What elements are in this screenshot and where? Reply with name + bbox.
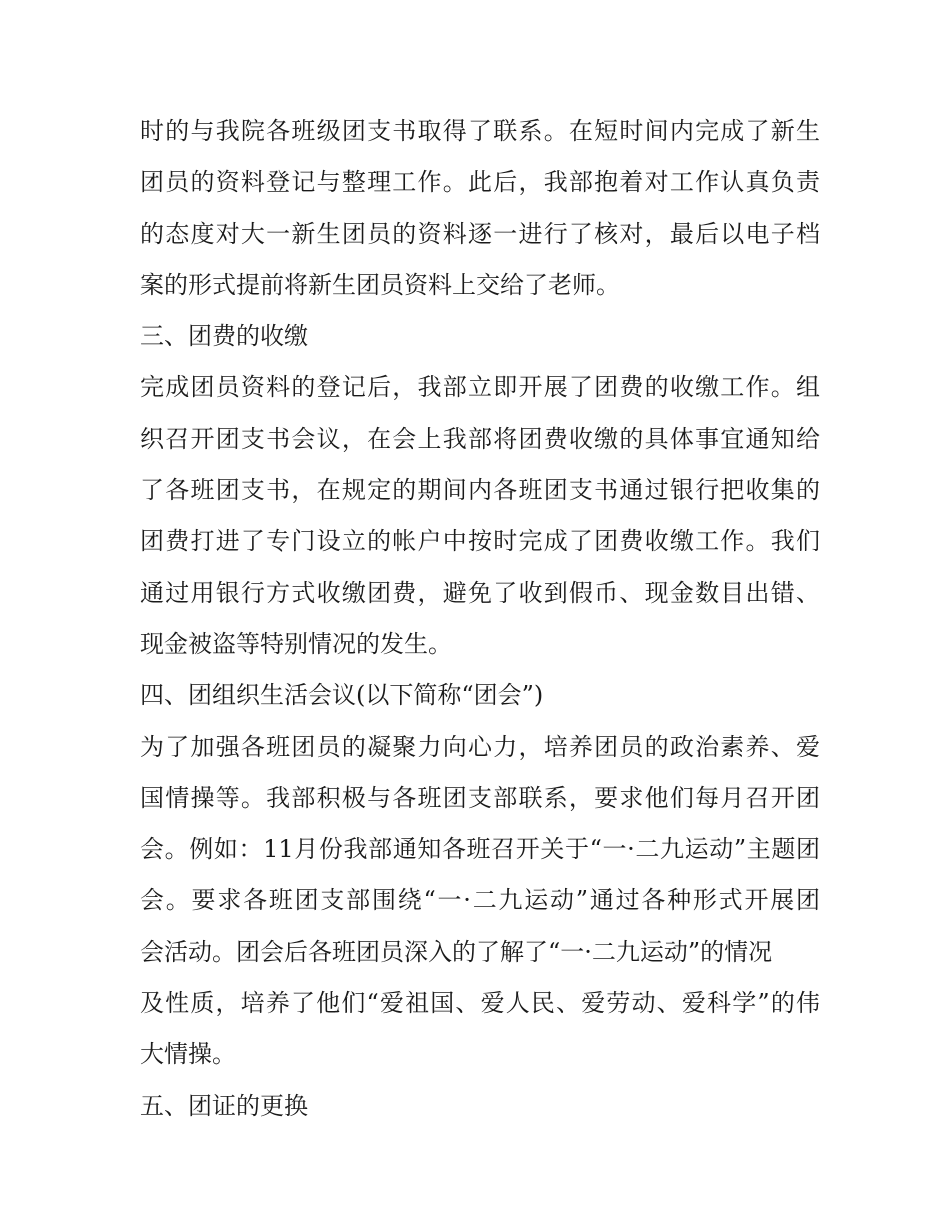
- text-line: 为了加强各班团员的凝聚力向心力，培养团员的政治素养、爱: [140, 732, 820, 761]
- text-line: 完成团员资料的登记后，我部立即开展了团费的收缴工作。组: [140, 373, 820, 402]
- text-line: 及性质，培养了他们“爱祖国、爱人民、爱劳动、爱科学”的伟: [140, 989, 820, 1018]
- text-line: 团费打进了专门设立的帐户中按时完成了团费收缴工作。我们: [140, 527, 820, 556]
- section-heading: 四、团组织生活会议(以下简称“团会”): [140, 681, 544, 710]
- text-line: 国情操等。我部积极与各班团支部联系，要求他们每月召开团: [140, 783, 820, 812]
- text-line: 时的与我院各班级团支书取得了联系。在短时间内完成了新生: [140, 117, 820, 145]
- text-line: 案的形式提前将新生团员资料上交给了老师。: [140, 270, 620, 299]
- text-line: 了各班团支书，在规定的期间内各班团支书通过银行把收集的: [140, 476, 820, 505]
- section-heading: 五、团证的更换: [140, 1091, 308, 1120]
- text-line: 会。例如：11月份我部通知各班召开关于“一·二九运动”主题团: [140, 835, 820, 864]
- text-line: 会活动。团会后各班团员深入的了解了“一·二九运动”的情况: [140, 937, 773, 966]
- text-line: 通过用银行方式收缴团费，避免了收到假币、现金数目出错、: [140, 578, 820, 607]
- section-heading: 三、团费的收缴: [140, 322, 308, 351]
- text-line: 会。要求各班团支部围绕“一·二九运动”通过各种形式开展团: [140, 886, 820, 915]
- document-body: [140, 106, 820, 1132]
- text-line: 团员的资料登记与整理工作。此后，我部抱着对工作认真负责: [140, 168, 820, 197]
- text-line: 织召开团支书会议，在会上我部将团费收缴的具体事宜通知给: [140, 424, 820, 453]
- text-line: 现金被盗等特别情况的发生。: [140, 629, 452, 658]
- text-line: 的态度对大一新生团员的资料逐一进行了核对，最后以电子档: [140, 219, 820, 248]
- text-line: 大情操。: [140, 1040, 236, 1069]
